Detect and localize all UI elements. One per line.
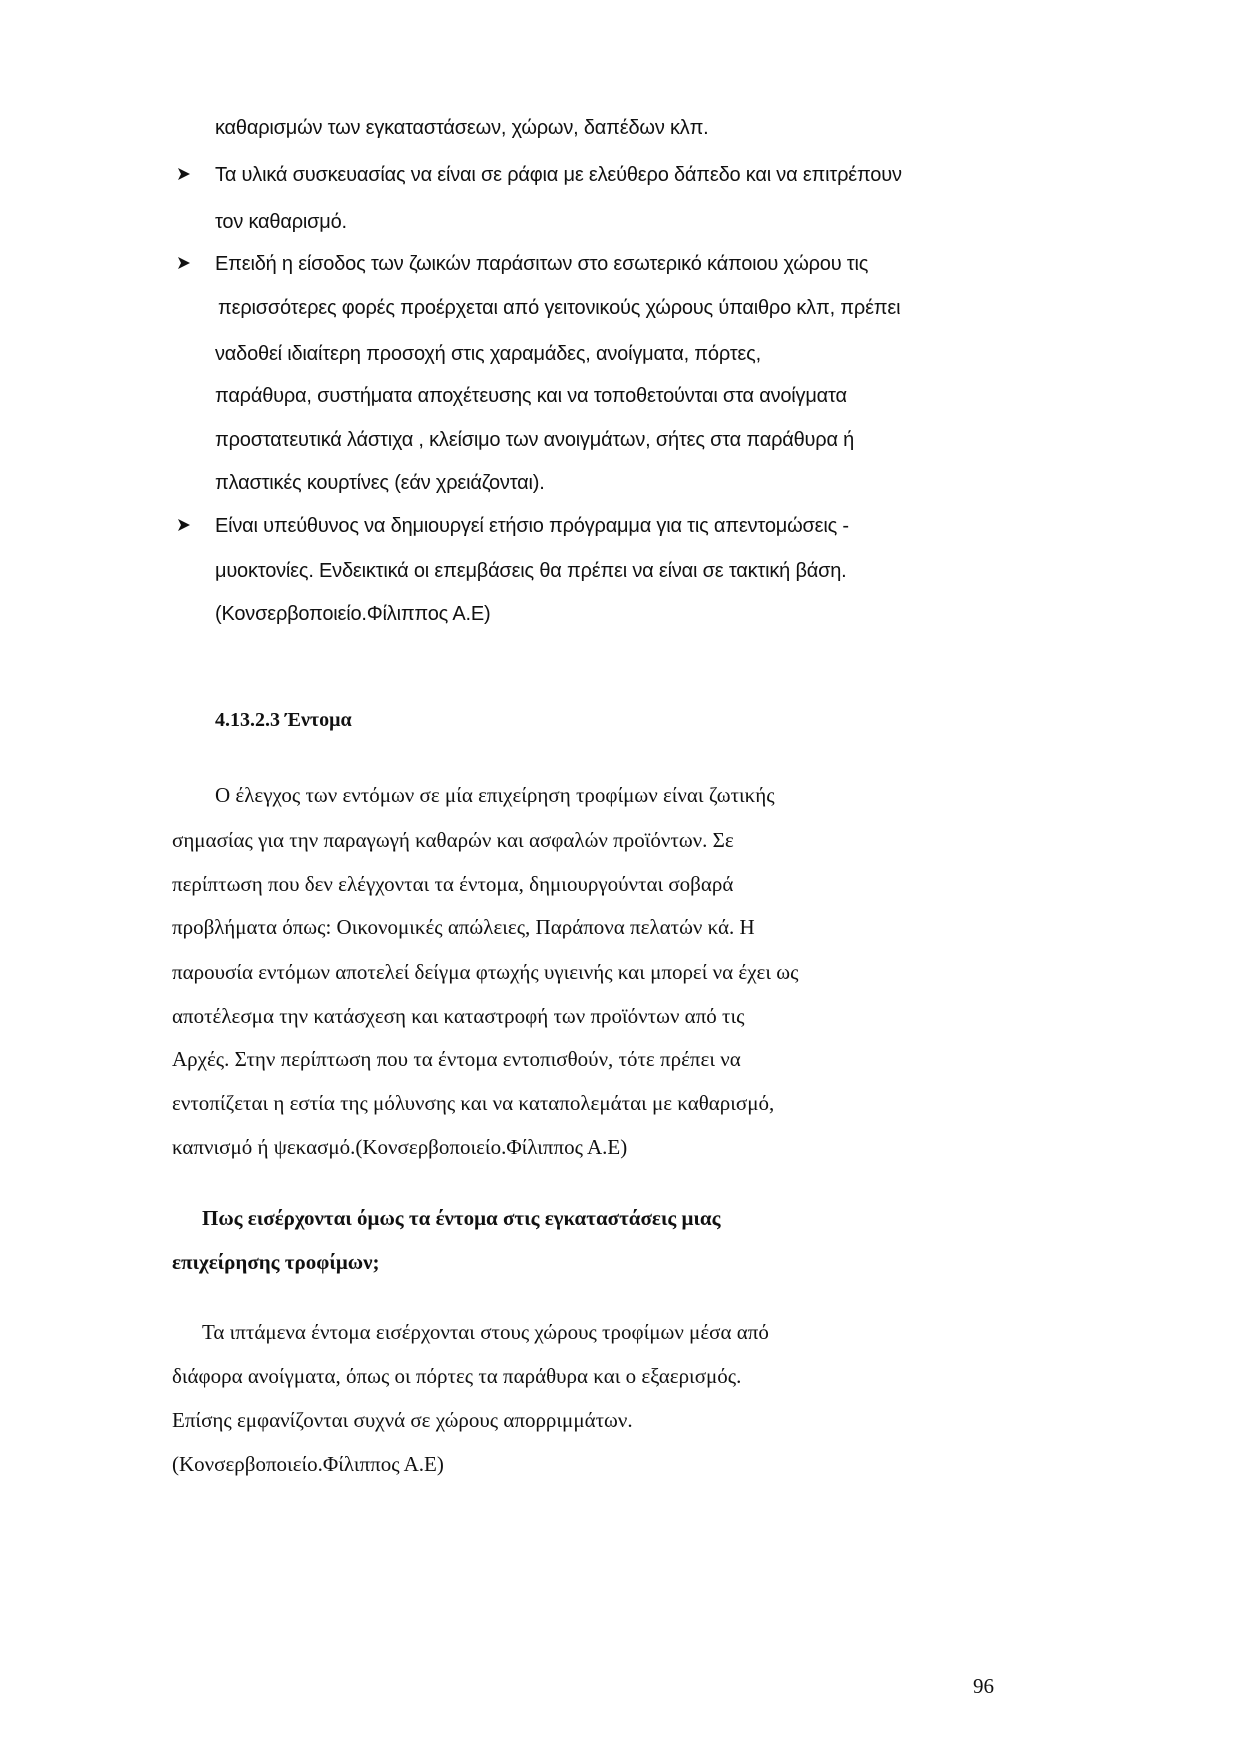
question-heading-line: επιχείρησης τροφίμων; [172, 1250, 380, 1274]
bullet-2-line-2: περισσότερες φορές προέρχεται από γειτονικούς χώρους ύπαιθρο κλπ, πρέπει [218, 297, 901, 319]
bullet-1-line-1: Τα υλικά συσκευασίας να είναι σε ράφια με ελεύθερο δάπεδο και να επιτρέπουν [215, 164, 902, 186]
bullet-3-line-3: (Κονσερβοποιείο.Φίλιππος Α.Ε) [215, 603, 491, 625]
paragraph-line: καπνισμό ή ψεκασμό.(Κονσερβοποιείο.Φίλιππος Α.Ε) [172, 1135, 628, 1159]
paragraph-line: Τα ιπτάμενα έντομα εισέρχονται στους χώρους τροφίμων μέσα από [202, 1320, 769, 1344]
paragraph-line: περίπτωση που δεν ελέγχονται τα έντομα, δημιουργούνται σοβαρά [172, 872, 734, 896]
bullet-1-line-2: τον καθαρισμό. [215, 211, 347, 233]
paragraph-line: προβλήματα όπως: Οικονομικές απώλειες, Παράπονα πελατών κά. Η [172, 915, 755, 939]
paragraph-line: Ο έλεγχος των εντόμων σε μία επιχείρηση τροφίμων είναι ζωτικής [215, 783, 775, 807]
bullet-2-line-4: παράθυρα, συστήματα αποχέτευσης και να τοποθετούνται στα ανοίγματα [215, 385, 847, 407]
question-heading-line: Πως εισέρχονται όμως τα έντομα στις εγκαταστάσεις μιας [202, 1206, 721, 1230]
paragraph-line: εντοπίζεται η εστία της μόλυνσης και να καταπολεμάται με καθαρισμό, [172, 1091, 775, 1115]
bullet-2-line-6: πλαστικές κουρτίνες (εάν χρειάζονται). [215, 472, 545, 494]
section-heading: 4.13.2.3 Έντομα [215, 709, 352, 731]
paragraph-line: αποτέλεσμα την κατάσχεση και καταστροφή των προϊόντων από τις [172, 1004, 745, 1028]
bullet-3-line-1: Είναι υπεύθυνος να δημιουργεί ετήσιο πρόγραμμα για τις απεντομώσεις - [215, 515, 849, 537]
paragraph-line: παρουσία εντόμων αποτελεί δείγμα φτωχής υγιεινής και μπορεί να έχει ως [172, 960, 799, 984]
bullet-2-line-1: Επειδή η είσοδος των ζωικών παράσιτων στο εσωτερικό κάποιου χώρου τις [215, 253, 869, 275]
paragraph-line: (Κονσερβοποιείο.Φίλιππος Α.Ε) [172, 1452, 444, 1476]
arrowhead-bullet-icon [177, 518, 191, 532]
bullet-2-line-3: ναδοθεί ιδιαίτερη προσοχή στις χαραμάδες, ανοίγματα, πόρτες, [215, 343, 761, 365]
page-number: 96 [973, 1674, 994, 1698]
paragraph-line: Αρχές. Στην περίπτωση που τα έντομα εντοπισθούν, τότε πρέπει να [172, 1047, 741, 1071]
bullet-3-line-2: μυοκτονίες. Ενδεικτικά οι επεμβάσεις θα πρέπει να είναι σε τακτική βάση. [215, 560, 847, 582]
paragraph-line: Επίσης εμφανίζονται συχνά σε χώρους απορριμμάτων. [172, 1408, 633, 1432]
paragraph-line: διάφορα ανοίγματα, όπως οι πόρτες τα παράθυρα και ο εξαερισμός. [172, 1364, 742, 1388]
continuation-line: καθαρισμών των εγκαταστάσεων, χώρων, δαπέδων κλπ. [215, 117, 709, 139]
paragraph-line: σημασίας για την παραγωγή καθαρών και ασφαλών προϊόντων. Σε [172, 828, 734, 852]
arrowhead-bullet-icon [177, 256, 191, 270]
bullet-2-line-5: προστατευτικά λάστιχα , κλείσιμο των ανοιγμάτων, σήτες στα παράθυρα ή [215, 429, 855, 451]
arrowhead-bullet-icon [177, 167, 191, 181]
